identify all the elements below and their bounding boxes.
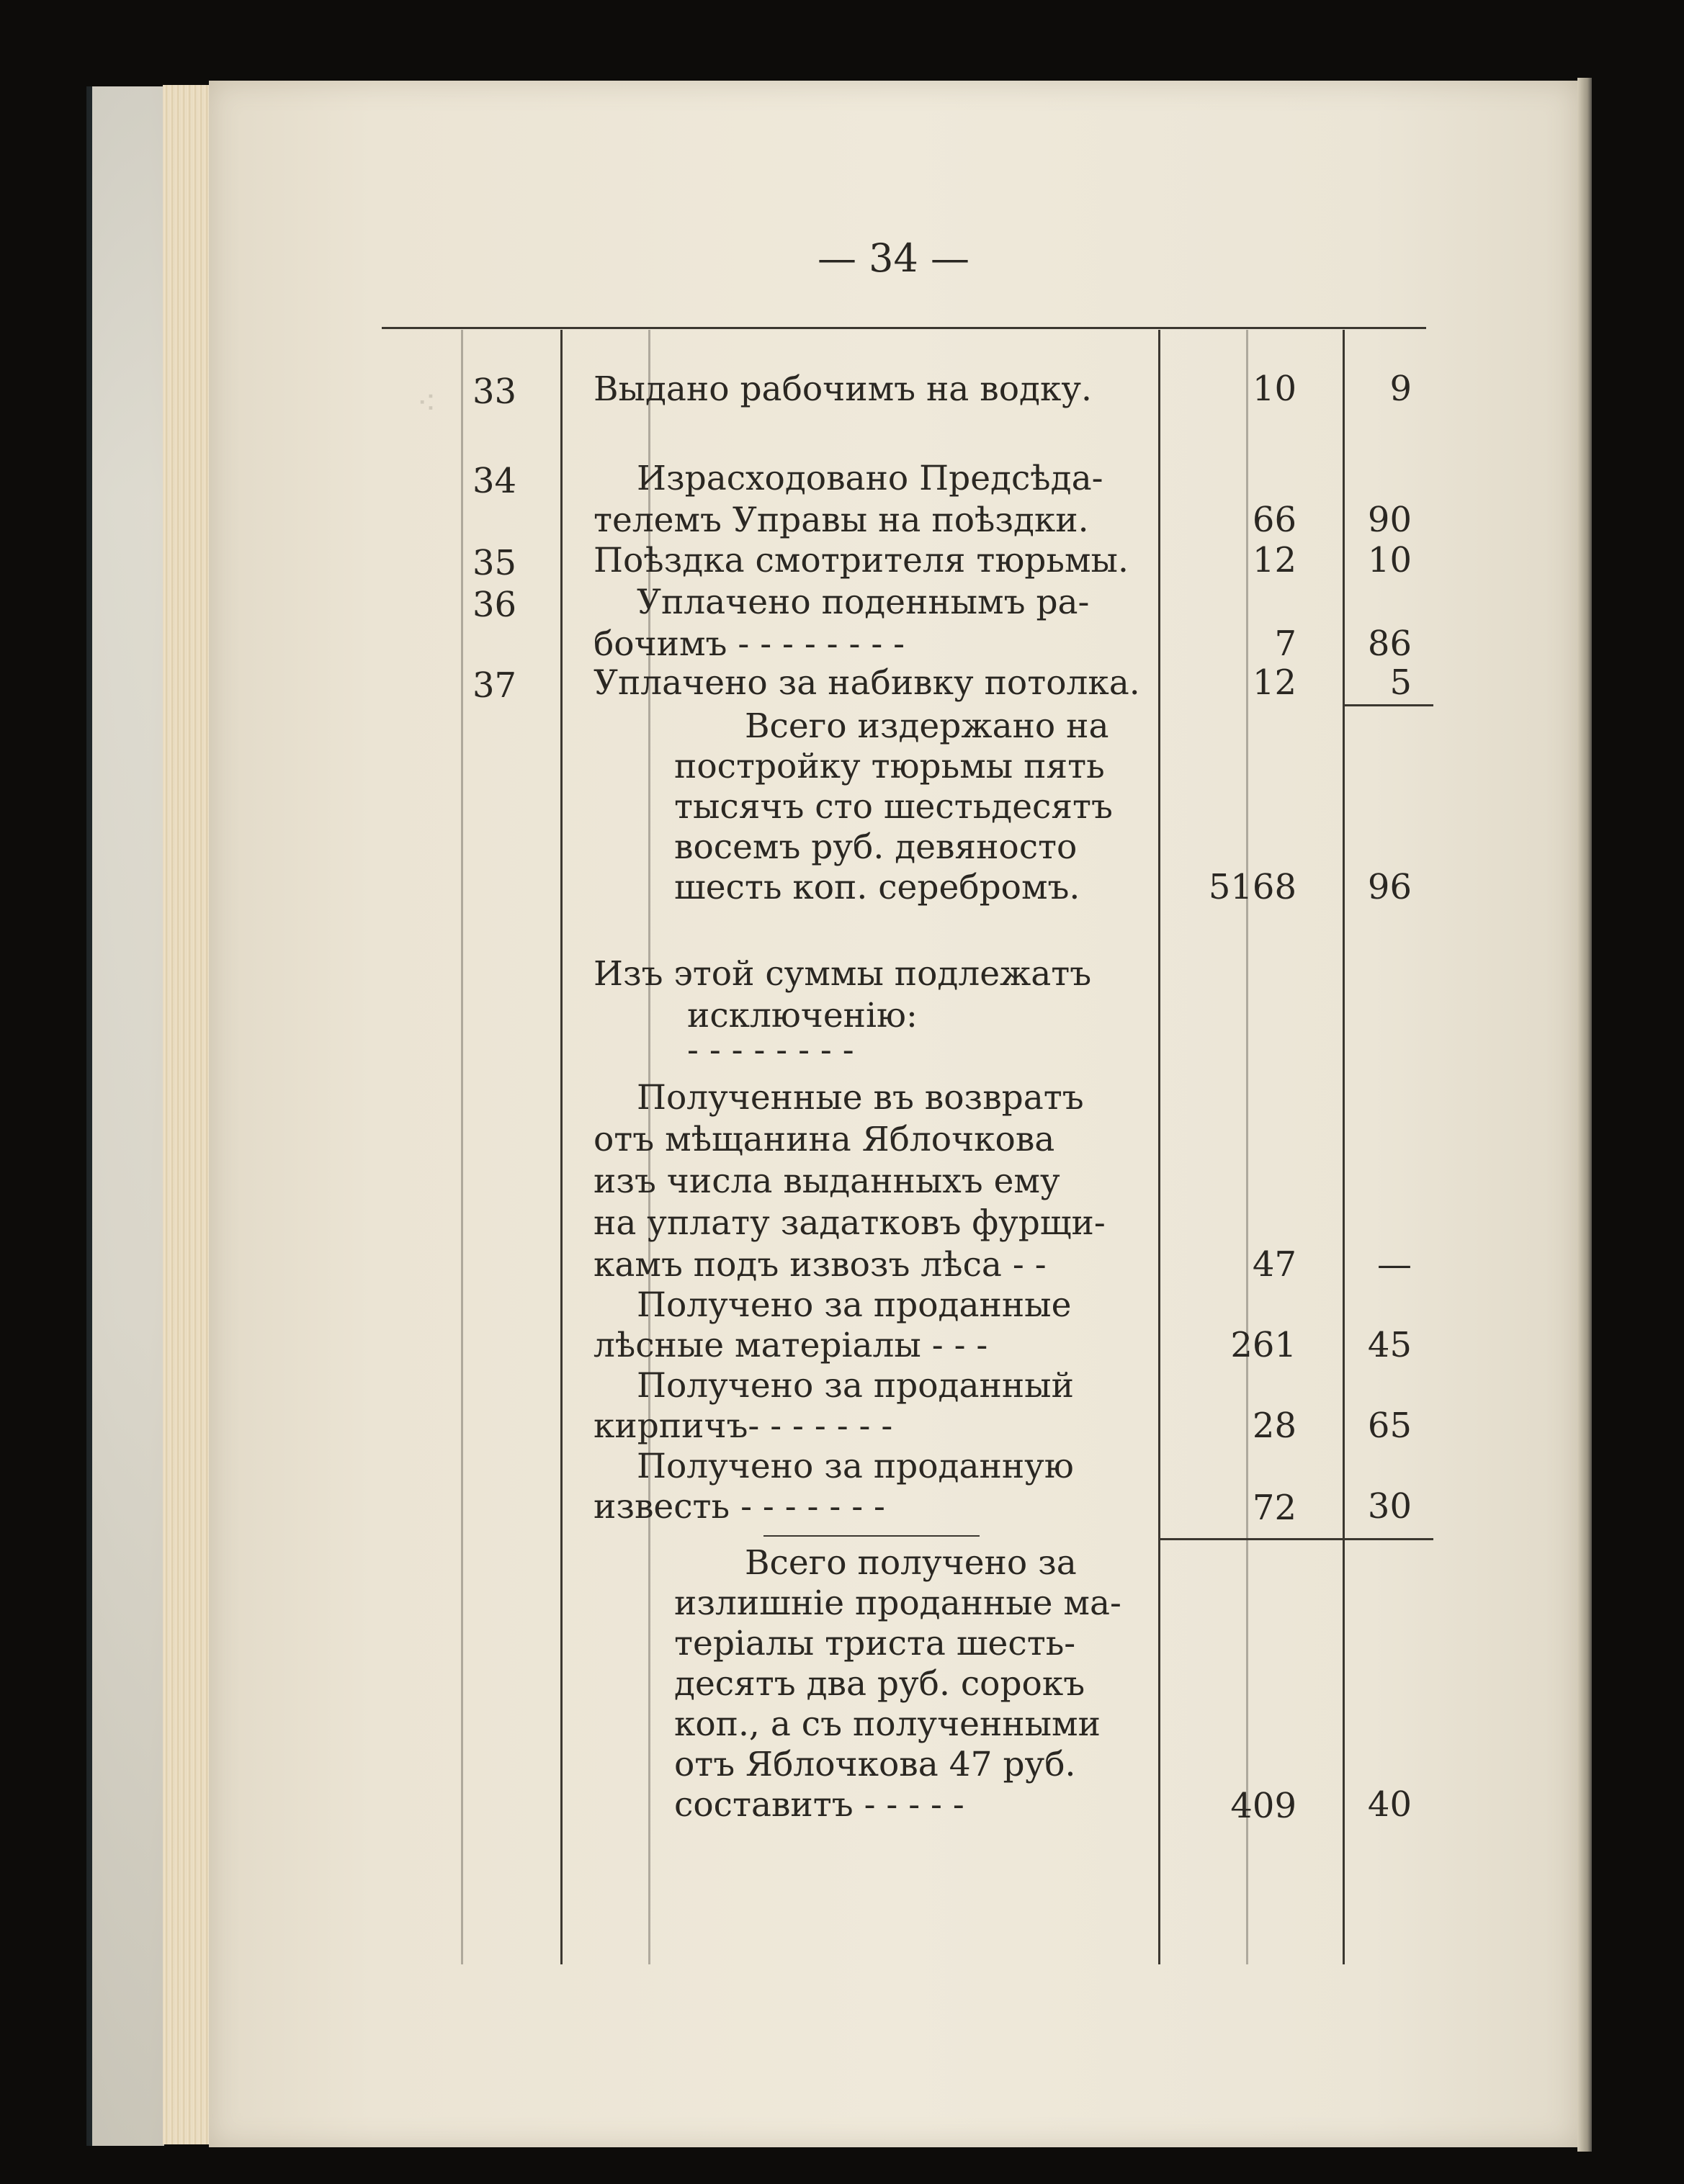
row-text: телемъ Управы на поѣздки.: [594, 500, 1089, 540]
received-line: изъ числа выданныхъ ему: [594, 1161, 1060, 1201]
row-text: Уплачено за набивку потолка.: [594, 663, 1140, 703]
row-number: 33: [472, 372, 517, 412]
amount-kop: 90: [1367, 500, 1412, 540]
amount-kop: 45: [1367, 1325, 1412, 1365]
column-rule-faint-left: [461, 330, 463, 1964]
column-rule-left: [560, 330, 563, 1964]
book-page: [209, 81, 1577, 2147]
amount-rub: 7: [1274, 624, 1296, 664]
total-spent-line: постройку тюрьмы пять: [674, 747, 1105, 786]
amount-kop: 86: [1367, 624, 1412, 664]
subtotal-rule-2: [1160, 1538, 1433, 1540]
total-received-line: Всего получено за: [745, 1543, 1077, 1583]
total-received-line: отъ Яблочкова 47 руб.: [674, 1745, 1076, 1784]
row-text: Поѣздка смотрителя тюрьмы.: [594, 541, 1129, 580]
amount-rub: 28: [1252, 1406, 1296, 1446]
amount-kop: 10: [1367, 540, 1412, 580]
received-line: известь - - - - - - -: [594, 1487, 885, 1527]
amount-rub: 47: [1252, 1244, 1296, 1285]
exclusion-heading: исключенію:: [687, 996, 918, 1035]
row-number: 37: [472, 665, 517, 706]
received-line: камъ подъ извозъ лѣса - -: [594, 1245, 1047, 1285]
amount-kop: —: [1377, 1244, 1412, 1285]
received-line: Получено за проданную: [637, 1447, 1074, 1486]
amount-kop: 30: [1367, 1486, 1412, 1527]
received-line: кирпичъ- - - - - - -: [594, 1406, 893, 1446]
received-line: Получено за проданные: [637, 1285, 1072, 1325]
total-received-line: коп., а съ полученными: [674, 1704, 1101, 1744]
total-received-line: теріалы триста шесть-: [674, 1624, 1076, 1663]
total-spent-line: Всего издержано на: [745, 706, 1109, 746]
amount-rub: 72: [1252, 1488, 1296, 1528]
received-line: Полученные въ возвратъ: [637, 1078, 1084, 1118]
amount-kop: 9: [1389, 369, 1412, 409]
column-rule-text: [1158, 330, 1160, 1964]
received-line: на уплату задатковъ фурщи-: [594, 1203, 1106, 1243]
amount-kop: 5: [1389, 662, 1412, 703]
subtotal-rule-1: [1344, 704, 1433, 706]
total-received-line: десятъ два руб. сорокъ: [674, 1664, 1085, 1704]
total-spent-rub: 5168: [1208, 867, 1296, 907]
row-number: 34: [472, 461, 517, 501]
row-text: Уплачено поденнымъ ра-: [637, 583, 1090, 622]
total-received-line: составитъ - - - - -: [674, 1785, 964, 1825]
total-spent-kop: 96: [1367, 867, 1412, 907]
row-text: Израсходовано Предсѣда-: [637, 459, 1103, 498]
amount-rub: 261: [1230, 1325, 1296, 1365]
dash-leader: - - - - - - - -: [687, 1030, 854, 1070]
bleed-through-mark: ⁖: [416, 383, 437, 423]
amount-rub: 12: [1252, 662, 1296, 703]
exclusion-heading: Изъ этой суммы подлежатъ: [594, 954, 1092, 994]
column-rule-rub: [1343, 330, 1345, 1964]
total-spent-line: шесть коп. серебромъ.: [674, 868, 1080, 907]
previous-page-edge: [92, 86, 164, 2146]
page-number: — 34 —: [818, 235, 970, 281]
amount-rub: 12: [1252, 540, 1296, 580]
total-spent-line: восемъ руб. девяносто: [674, 827, 1078, 867]
row-text: Выдано рабочимъ на водку.: [594, 369, 1092, 409]
total-received-kop: 40: [1367, 1784, 1412, 1825]
row-text: бочимъ - - - - - - - -: [594, 624, 905, 664]
amount-rub: 66: [1252, 500, 1296, 540]
row-number: 36: [472, 585, 517, 625]
total-received-rub: 409: [1230, 1786, 1296, 1826]
received-line: лѣсные матеріалы - - -: [594, 1326, 988, 1365]
received-line: отъ мѣщанина Яблочкова: [594, 1120, 1055, 1159]
total-spent-line: тысячъ сто шестьдесятъ: [674, 787, 1113, 827]
received-underline: [763, 1535, 980, 1537]
table-top-rule: [382, 327, 1426, 329]
row-number: 35: [472, 543, 517, 583]
total-received-line: излишніе проданные ма-: [674, 1583, 1121, 1623]
page-curl-shadow: [1577, 78, 1592, 2152]
amount-rub: 10: [1252, 369, 1296, 409]
received-line: Получено за проданный: [637, 1366, 1074, 1406]
amount-kop: 65: [1367, 1406, 1412, 1446]
page-stack-edge: [163, 85, 213, 2144]
